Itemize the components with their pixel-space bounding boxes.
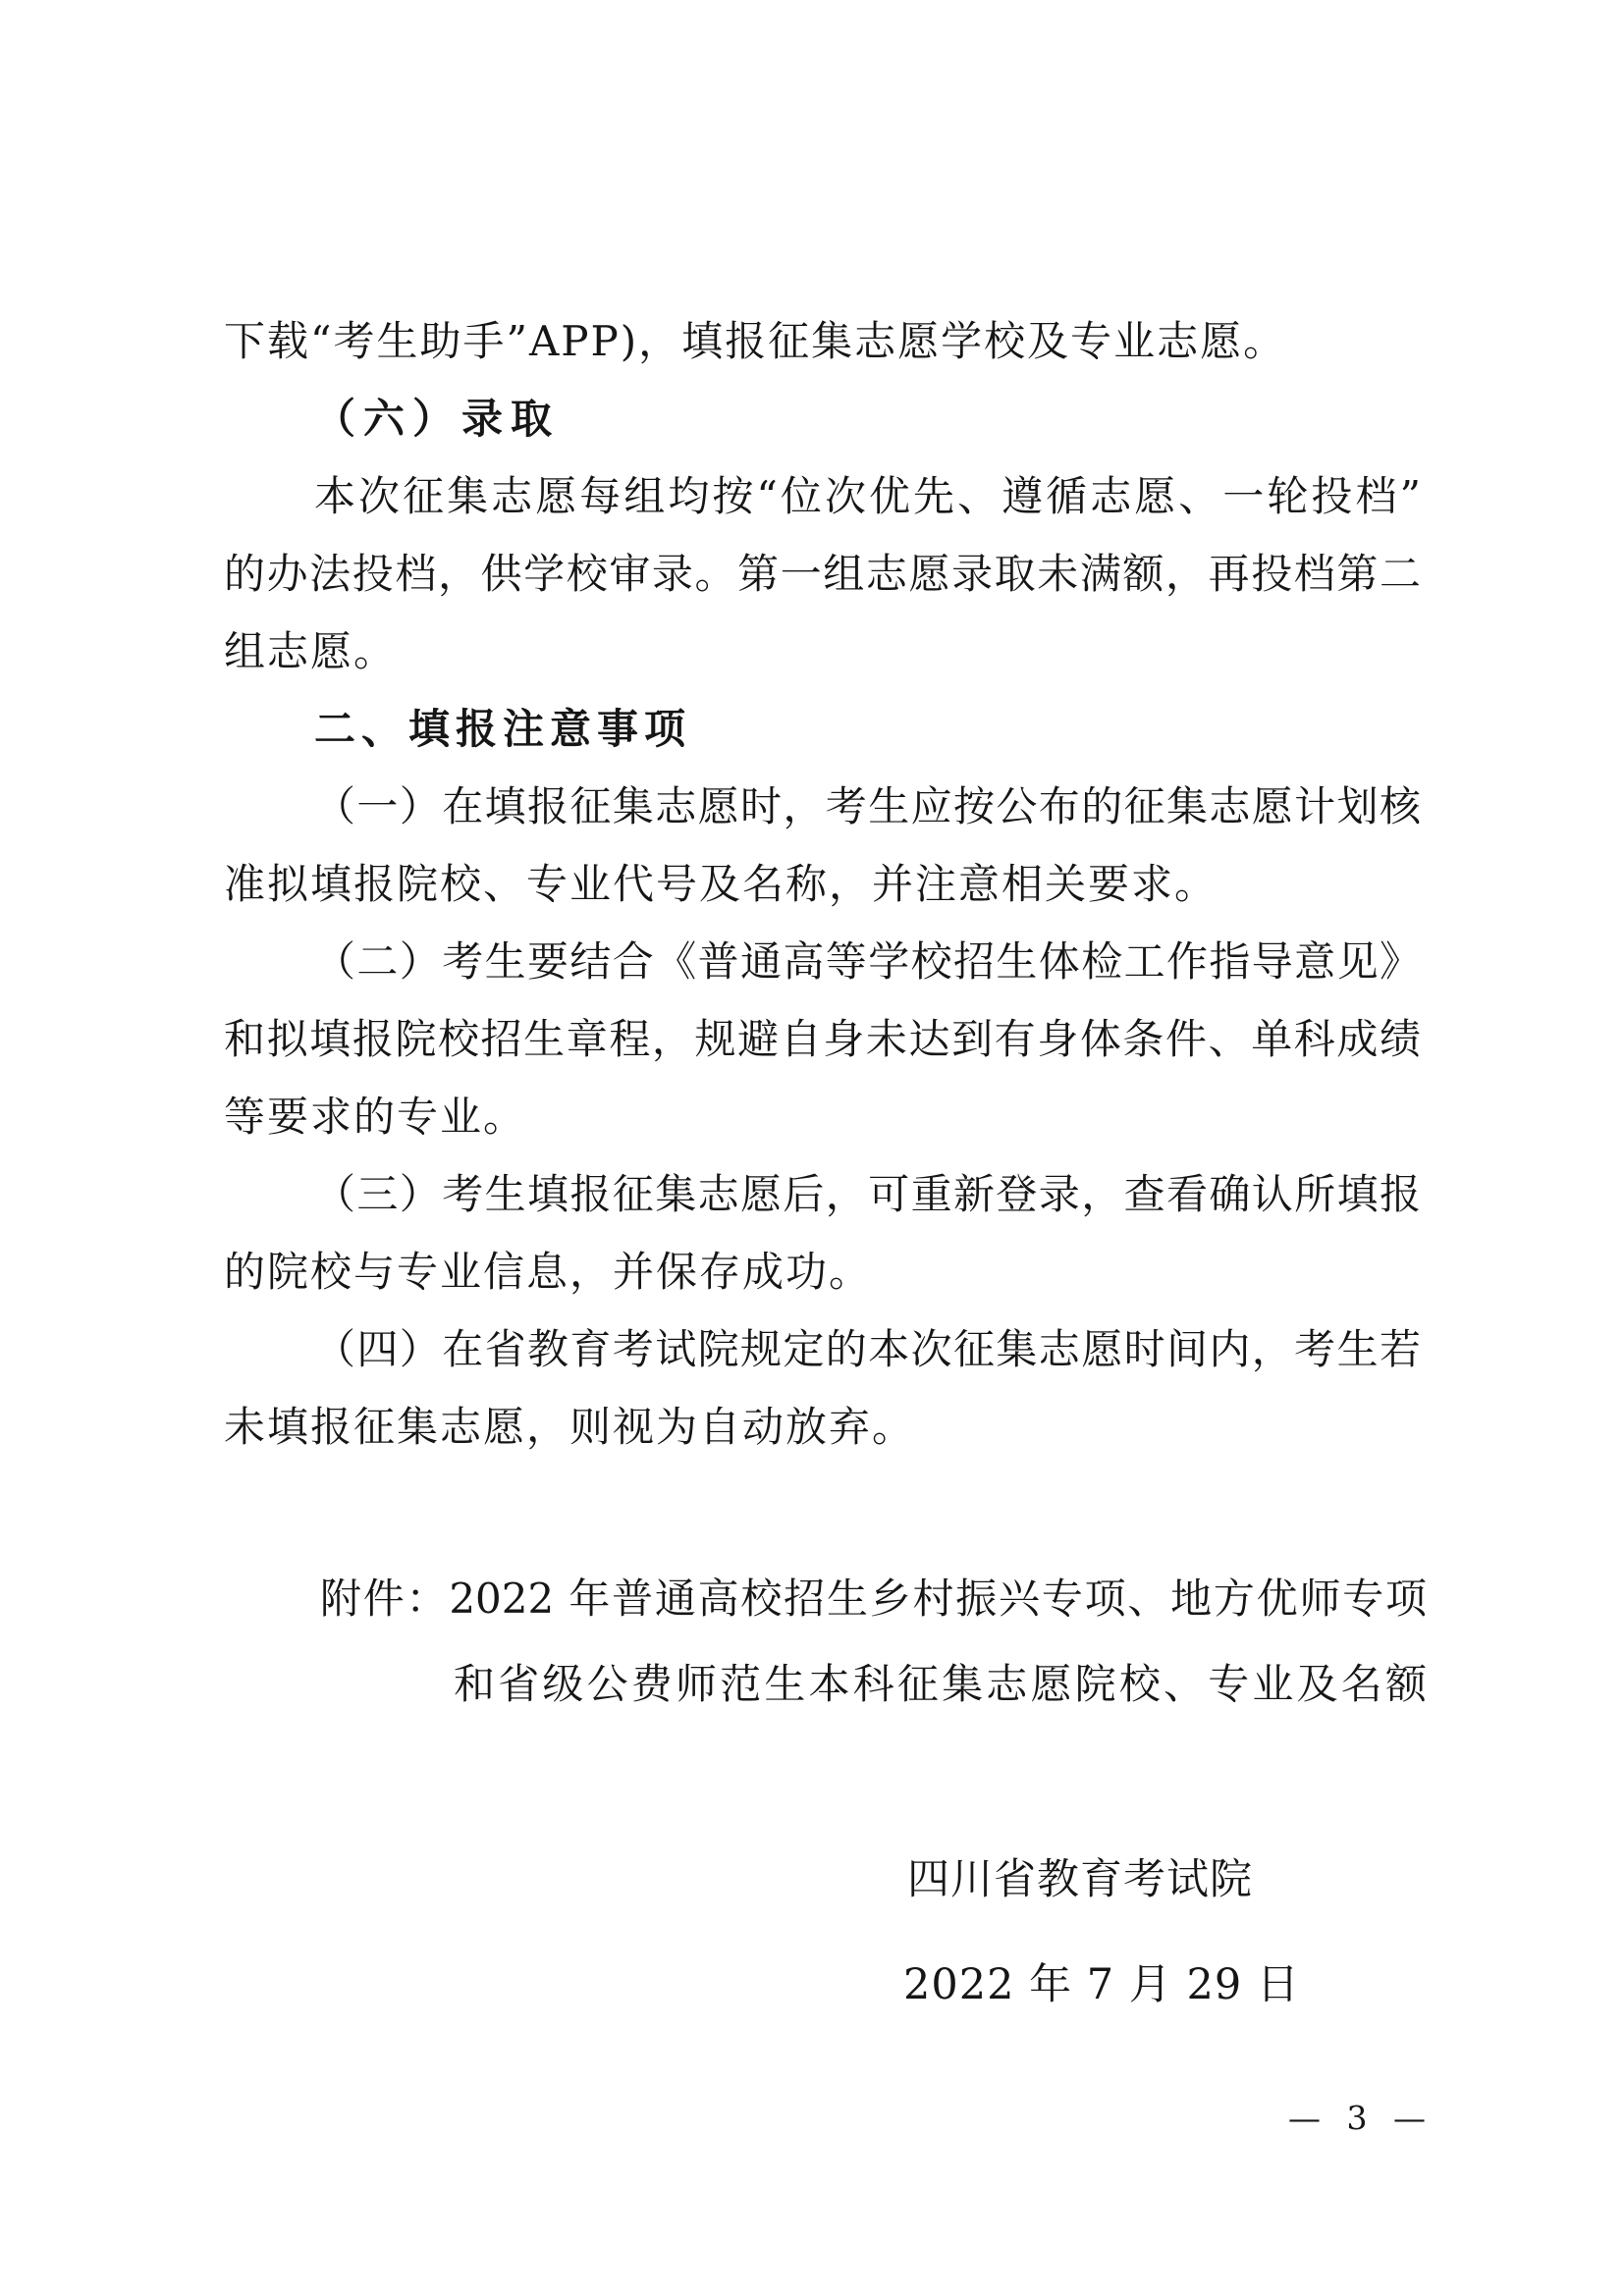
section-heading-liuqu: （六）录取	[314, 395, 561, 443]
document-body	[224, 302, 1421, 1466]
body-line-14: （四）在省教育考试院规定的本次征集志愿时间内，考生若	[314, 1325, 1421, 1373]
attachment-block	[224, 1556, 1427, 1727]
attachment-line-2: 和省级公费师范生本科征集志愿院校、专业及名额	[454, 1660, 1427, 1708]
body-line-5: 组志愿。	[224, 627, 398, 675]
issuer-name: 四川省教育考试院	[907, 1855, 1253, 1904]
signature-block	[903, 1828, 1300, 2038]
body-line-11: 等要求的专业。	[224, 1093, 527, 1141]
issue-date: 2022 年 7 月 29 日	[903, 1960, 1300, 2009]
body-line-1: 下载“考生助手”APP)，填报征集志愿学校及专业志愿。	[224, 317, 1287, 365]
attachment-line-1: 附件：2022 年普通高校招生乡村振兴专项、地方优师专项	[320, 1575, 1427, 1623]
body-line-3: 本次征集志愿每组均按“位次优先、遵循志愿、一轮投档”	[314, 472, 1421, 520]
body-line-10: 和拟填报院校招生章程，规避自身未达到有身体条件、单科成绩	[224, 1015, 1421, 1063]
body-line-9: （二）考生要结合《普通高等学校招生体检工作指导意见》	[314, 937, 1421, 986]
body-line-4: 的办法投档，供学校审录。第一组志愿录取未满额，再投档第二	[224, 550, 1421, 598]
body-line-13: 的院校与专业信息，并保存成功。	[224, 1248, 873, 1296]
section-heading-notes: 二、填报注意事项	[314, 705, 692, 753]
page-number: — 3 —	[1288, 2099, 1426, 2137]
body-line-8: 准拟填报院校、专业代号及名称，并注意相关要求。	[224, 860, 1218, 908]
body-line-7: （一）在填报征集志愿时，考生应按公布的征集志愿计划核	[314, 782, 1421, 830]
body-line-12: （三）考生填报征集志愿后，可重新登录，查看确认所填报	[314, 1170, 1421, 1218]
body-line-15: 未填报征集志愿，则视为自动放弃。	[224, 1403, 916, 1451]
